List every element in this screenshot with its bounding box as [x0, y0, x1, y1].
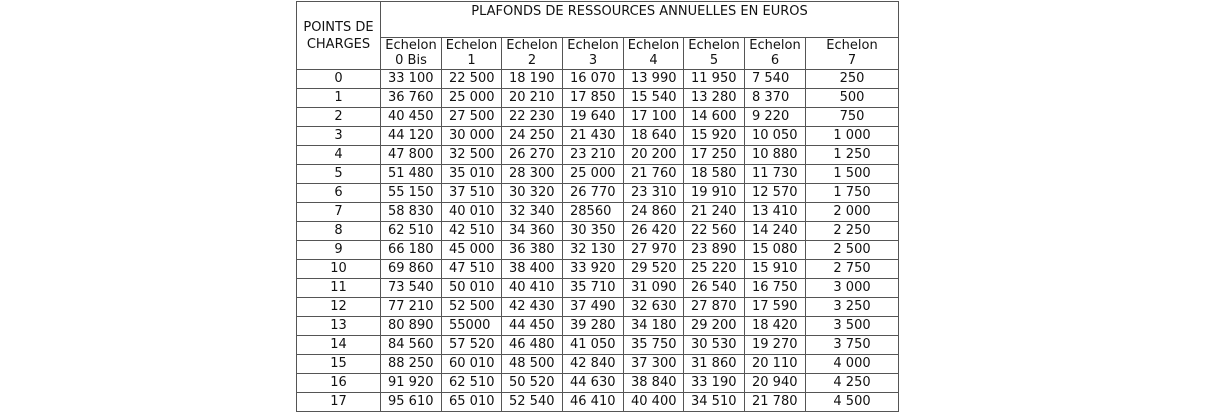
- amount-cell: 27 500: [442, 108, 502, 127]
- amount-cell: 60 010: [442, 355, 502, 374]
- amount-cell: 11 730: [745, 165, 806, 184]
- amount-cell: 18 640: [624, 127, 684, 146]
- amount-cell: 29 520: [624, 260, 684, 279]
- amount-cell: 9 220: [745, 108, 806, 127]
- echelon-column-header: [381, 38, 442, 70]
- amount-cell: 40 450: [381, 108, 442, 127]
- amount-cell: 17 100: [624, 108, 684, 127]
- amount-cell: 40 410: [502, 279, 563, 298]
- table-row: [297, 70, 899, 89]
- points-cell: 0: [297, 70, 381, 89]
- amount-cell: 32 130: [563, 241, 624, 260]
- amount-cell: 46 410: [563, 393, 624, 412]
- echelon-header-label: Echelon: [445, 38, 498, 53]
- amount-cell: 35 010: [442, 165, 502, 184]
- amount-cell: 57 520: [442, 336, 502, 355]
- amount-cell: 2 000: [806, 203, 899, 222]
- table-row: [297, 260, 899, 279]
- amount-cell: 38 400: [502, 260, 563, 279]
- amount-cell: 30 530: [684, 336, 745, 355]
- amount-cell: 1 000: [806, 127, 899, 146]
- echelon-header-number: 5: [709, 53, 719, 68]
- echelon-column-header: [806, 38, 899, 70]
- echelon-header-number: 4: [649, 53, 658, 68]
- amount-cell: 26 770: [563, 184, 624, 203]
- amount-cell: 28560: [563, 203, 624, 222]
- echelon-header-label: Echelon: [826, 38, 878, 53]
- points-cell: 8: [297, 222, 381, 241]
- echelon-header-number: 0 Bis: [395, 53, 427, 68]
- amount-cell: 73 540: [381, 279, 442, 298]
- table-body: [297, 70, 899, 412]
- amount-cell: 19 640: [563, 108, 624, 127]
- amount-cell: 91 920: [381, 374, 442, 393]
- table-row: [297, 222, 899, 241]
- amount-cell: 95 610: [381, 393, 442, 412]
- amount-cell: 30 320: [502, 184, 563, 203]
- amount-cell: 23 310: [624, 184, 684, 203]
- amount-cell: 25 000: [442, 89, 502, 108]
- echelon-header-label: Echelon: [749, 38, 801, 53]
- amount-cell: 13 280: [684, 89, 745, 108]
- amount-cell: 4 000: [806, 355, 899, 374]
- amount-cell: 3 250: [806, 298, 899, 317]
- amount-cell: 250: [806, 70, 899, 89]
- echelon-header-row: [297, 38, 899, 70]
- points-cell: 7: [297, 203, 381, 222]
- amount-cell: 11 950: [684, 70, 745, 89]
- amount-cell: 8 370: [745, 89, 806, 108]
- amount-cell: 27 970: [624, 241, 684, 260]
- points-cell: 12: [297, 298, 381, 317]
- amount-cell: 20 210: [502, 89, 563, 108]
- amount-cell: 15 540: [624, 89, 684, 108]
- amount-cell: 33 100: [381, 70, 442, 89]
- table-row: [297, 279, 899, 298]
- amount-cell: 26 420: [624, 222, 684, 241]
- table-row: [297, 336, 899, 355]
- table-row: [297, 355, 899, 374]
- amount-cell: 34 360: [502, 222, 563, 241]
- amount-cell: 22 500: [442, 70, 502, 89]
- amount-cell: 20 200: [624, 146, 684, 165]
- amount-cell: 17 850: [563, 89, 624, 108]
- amount-cell: 2 500: [806, 241, 899, 260]
- amount-cell: 16 750: [745, 279, 806, 298]
- amount-cell: 37 300: [624, 355, 684, 374]
- amount-cell: 1 750: [806, 184, 899, 203]
- table-row: [297, 127, 899, 146]
- amount-cell: 51 480: [381, 165, 442, 184]
- amount-cell: 65 010: [442, 393, 502, 412]
- amount-cell: 33 920: [563, 260, 624, 279]
- amount-cell: 25 220: [684, 260, 745, 279]
- amount-cell: 44 630: [563, 374, 624, 393]
- echelon-header-number: 2: [527, 53, 537, 68]
- amount-cell: 47 800: [381, 146, 442, 165]
- amount-cell: 4 500: [806, 393, 899, 412]
- points-cell: 4: [297, 146, 381, 165]
- amount-cell: 33 190: [684, 374, 745, 393]
- amount-cell: 24 860: [624, 203, 684, 222]
- amount-cell: 37 490: [563, 298, 624, 317]
- amount-cell: 17 250: [684, 146, 745, 165]
- amount-cell: 25 000: [563, 165, 624, 184]
- amount-cell: 55000: [442, 317, 502, 336]
- table-row: [297, 317, 899, 336]
- amount-cell: 62 510: [442, 374, 502, 393]
- resource-ceiling-table: [296, 1, 899, 412]
- amount-cell: 47 510: [442, 260, 502, 279]
- echelon-header-number: 7: [847, 53, 857, 68]
- table-row: [297, 108, 899, 127]
- points-cell: 15: [297, 355, 381, 374]
- amount-cell: 2 750: [806, 260, 899, 279]
- amount-cell: 37 510: [442, 184, 502, 203]
- amount-cell: 3 750: [806, 336, 899, 355]
- amount-cell: 40 400: [624, 393, 684, 412]
- table-row: [297, 89, 899, 108]
- points-de-charges-header: POINTS DE CHARGES: [297, 2, 381, 70]
- amount-cell: 2 250: [806, 222, 899, 241]
- points-cell: 16: [297, 374, 381, 393]
- amount-cell: 7 540: [745, 70, 806, 89]
- echelon-column-header: [502, 38, 563, 70]
- amount-cell: 30 000: [442, 127, 502, 146]
- amount-cell: 3 000: [806, 279, 899, 298]
- amount-cell: 1 250: [806, 146, 899, 165]
- amount-cell: 27 870: [684, 298, 745, 317]
- amount-cell: 35 710: [563, 279, 624, 298]
- amount-cell: 32 340: [502, 203, 563, 222]
- amount-cell: 26 540: [684, 279, 745, 298]
- echelon-header-number: 6: [770, 53, 780, 68]
- points-cell: 6: [297, 184, 381, 203]
- amount-cell: 750: [806, 108, 899, 127]
- points-cell: 1: [297, 89, 381, 108]
- amount-cell: 4 250: [806, 374, 899, 393]
- amount-cell: 36 760: [381, 89, 442, 108]
- amount-cell: 23 890: [684, 241, 745, 260]
- amount-cell: 24 250: [502, 127, 563, 146]
- amount-cell: 34 510: [684, 393, 745, 412]
- table-row: [297, 393, 899, 412]
- amount-cell: 42 840: [563, 355, 624, 374]
- amount-cell: 62 510: [381, 222, 442, 241]
- amount-cell: 14 600: [684, 108, 745, 127]
- amount-cell: 3 500: [806, 317, 899, 336]
- amount-cell: 23 210: [563, 146, 624, 165]
- echelon-header-label: Echelon: [567, 38, 619, 53]
- amount-cell: 10 880: [745, 146, 806, 165]
- amount-cell: 21 430: [563, 127, 624, 146]
- amount-cell: 58 830: [381, 203, 442, 222]
- amount-cell: 31 090: [624, 279, 684, 298]
- amount-cell: 18 190: [502, 70, 563, 89]
- amount-cell: 13 410: [745, 203, 806, 222]
- table-row: [297, 241, 899, 260]
- points-cell: 2: [297, 108, 381, 127]
- amount-cell: 32 500: [442, 146, 502, 165]
- amount-cell: 35 750: [624, 336, 684, 355]
- amount-cell: 21 240: [684, 203, 745, 222]
- amount-cell: 21 760: [624, 165, 684, 184]
- table-title: PLAFONDS DE RESSOURCES ANNUELLES EN EUROS: [381, 2, 899, 38]
- amount-cell: 69 860: [381, 260, 442, 279]
- points-cell: 14: [297, 336, 381, 355]
- points-cell: 17: [297, 393, 381, 412]
- points-cell: 3: [297, 127, 381, 146]
- amount-cell: 48 500: [502, 355, 563, 374]
- echelon-column-header: [684, 38, 745, 70]
- amount-cell: 50 520: [502, 374, 563, 393]
- amount-cell: 20 110: [745, 355, 806, 374]
- amount-cell: 31 860: [684, 355, 745, 374]
- amount-cell: 22 560: [684, 222, 745, 241]
- amount-cell: 50 010: [442, 279, 502, 298]
- amount-cell: 36 380: [502, 241, 563, 260]
- amount-cell: 20 940: [745, 374, 806, 393]
- amount-cell: 21 780: [745, 393, 806, 412]
- amount-cell: 41 050: [563, 336, 624, 355]
- table-row: [297, 203, 899, 222]
- echelon-column-header: [745, 38, 806, 70]
- amount-cell: 500: [806, 89, 899, 108]
- echelon-header-number: 3: [588, 53, 598, 68]
- amount-cell: 13 990: [624, 70, 684, 89]
- amount-cell: 18 580: [684, 165, 745, 184]
- amount-cell: 80 890: [381, 317, 442, 336]
- amount-cell: 28 300: [502, 165, 563, 184]
- amount-cell: 44 450: [502, 317, 563, 336]
- amount-cell: 15 910: [745, 260, 806, 279]
- amount-cell: 14 240: [745, 222, 806, 241]
- amount-cell: 66 180: [381, 241, 442, 260]
- amount-cell: 52 540: [502, 393, 563, 412]
- points-cell: 10: [297, 260, 381, 279]
- amount-cell: 42 510: [442, 222, 502, 241]
- amount-cell: 19 910: [684, 184, 745, 203]
- points-cell: 9: [297, 241, 381, 260]
- points-cell: 5: [297, 165, 381, 184]
- amount-cell: 32 630: [624, 298, 684, 317]
- amount-cell: 30 350: [563, 222, 624, 241]
- amount-cell: 52 500: [442, 298, 502, 317]
- amount-cell: 77 210: [381, 298, 442, 317]
- points-cell: 13: [297, 317, 381, 336]
- echelon-header-label: Echelon: [506, 38, 558, 53]
- amount-cell: 12 570: [745, 184, 806, 203]
- amount-cell: 42 430: [502, 298, 563, 317]
- amount-cell: 88 250: [381, 355, 442, 374]
- amount-cell: 19 270: [745, 336, 806, 355]
- amount-cell: 18 420: [745, 317, 806, 336]
- amount-cell: 15 080: [745, 241, 806, 260]
- amount-cell: 22 230: [502, 108, 563, 127]
- points-cell: 11: [297, 279, 381, 298]
- amount-cell: 55 150: [381, 184, 442, 203]
- amount-cell: 26 270: [502, 146, 563, 165]
- amount-cell: 16 070: [563, 70, 624, 89]
- amount-cell: 40 010: [442, 203, 502, 222]
- title-row: [297, 2, 899, 38]
- table-row: [297, 146, 899, 165]
- echelon-column-header: [442, 38, 502, 70]
- amount-cell: 17 590: [745, 298, 806, 317]
- echelon-column-header: [563, 38, 624, 70]
- table-row: [297, 184, 899, 203]
- amount-cell: 46 480: [502, 336, 563, 355]
- amount-cell: 15 920: [684, 127, 745, 146]
- amount-cell: 29 200: [684, 317, 745, 336]
- amount-cell: 44 120: [381, 127, 442, 146]
- amount-cell: 10 050: [745, 127, 806, 146]
- echelon-header-label: Echelon: [627, 38, 680, 53]
- amount-cell: 84 560: [381, 336, 442, 355]
- table-row: [297, 374, 899, 393]
- echelon-header-label: Echelon: [385, 38, 437, 53]
- amount-cell: 38 840: [624, 374, 684, 393]
- amount-cell: 45 000: [442, 241, 502, 260]
- table-row: [297, 165, 899, 184]
- echelon-column-header: [624, 38, 684, 70]
- amount-cell: 39 280: [563, 317, 624, 336]
- amount-cell: 34 180: [624, 317, 684, 336]
- amount-cell: 1 500: [806, 165, 899, 184]
- table-row: [297, 298, 899, 317]
- echelon-header-number: 1: [467, 53, 476, 68]
- echelon-header-label: Echelon: [688, 38, 740, 53]
